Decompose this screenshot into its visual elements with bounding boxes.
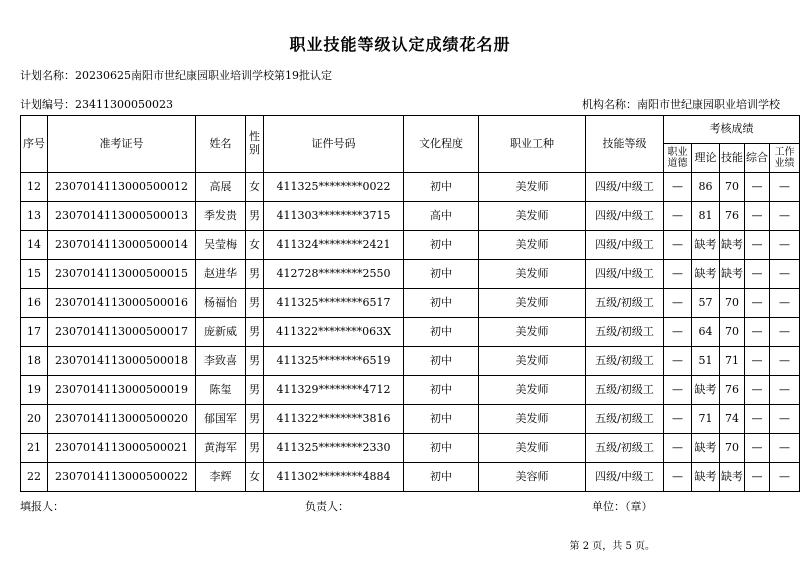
table-row	[21, 231, 800, 260]
cell-work: —	[770, 289, 800, 318]
cell-skill: 缺考	[720, 463, 745, 492]
cell-seq: 21	[21, 434, 48, 463]
header-ethics: 职业道德	[664, 144, 692, 173]
cell-seq: 15	[21, 260, 48, 289]
cell-level: 四级/中级工	[586, 173, 664, 202]
cell-seq: 12	[21, 173, 48, 202]
cell-level: 五级/初级工	[586, 318, 664, 347]
cell-level: 四级/中级工	[586, 202, 664, 231]
cell-ethics: —	[664, 405, 692, 434]
cell-education: 初中	[404, 405, 479, 434]
cell-name: 陈玺	[196, 376, 246, 405]
cell-gender: 女	[246, 463, 264, 492]
cell-gender: 女	[246, 231, 264, 260]
header-gender: 性别	[246, 116, 264, 173]
cell-ethics: —	[664, 173, 692, 202]
cell-theory: 81	[692, 202, 720, 231]
cell-skill: 76	[720, 376, 745, 405]
cell-theory: 57	[692, 289, 720, 318]
cell-education: 初中	[404, 347, 479, 376]
cell-overall: —	[745, 260, 770, 289]
cell-ethics: —	[664, 318, 692, 347]
header-overall: 综合	[745, 144, 770, 173]
cell-ethics: —	[664, 463, 692, 492]
header-education: 文化程度	[404, 116, 479, 173]
cell-overall: —	[745, 231, 770, 260]
cell-education: 初中	[404, 434, 479, 463]
cell-id-no: 411322********3816	[264, 405, 404, 434]
cell-job: 美发师	[479, 347, 586, 376]
table-row	[21, 434, 800, 463]
header-level: 技能等级	[586, 116, 664, 173]
table-row	[21, 260, 800, 289]
cell-level: 四级/中级工	[586, 260, 664, 289]
cell-skill: 70	[720, 289, 745, 318]
cell-theory: 86	[692, 173, 720, 202]
header-skill: 技能	[720, 144, 745, 173]
cell-id-no: 411325********0022	[264, 173, 404, 202]
cell-seq: 20	[21, 405, 48, 434]
cell-seq: 14	[21, 231, 48, 260]
cell-exam-no: 2307014113000500015	[48, 260, 196, 289]
cell-exam-no: 2307014113000500014	[48, 231, 196, 260]
cell-seq: 17	[21, 318, 48, 347]
cell-job: 美发师	[479, 173, 586, 202]
page-title: 职业技能等级认定成绩花名册	[289, 35, 511, 54]
cell-education: 初中	[404, 260, 479, 289]
cell-education: 高中	[404, 202, 479, 231]
cell-theory: 缺考	[692, 376, 720, 405]
cell-job: 美发师	[479, 202, 586, 231]
cell-work: —	[770, 434, 800, 463]
cell-overall: —	[745, 289, 770, 318]
cell-ethics: —	[664, 260, 692, 289]
cell-ethics: —	[664, 202, 692, 231]
cell-skill: 76	[720, 202, 745, 231]
table-row	[21, 202, 800, 231]
cell-gender: 男	[246, 434, 264, 463]
cell-name: 赵进华	[196, 260, 246, 289]
cell-id-no: 411325********2330	[264, 434, 404, 463]
cell-skill: 71	[720, 347, 745, 376]
cell-theory: 缺考	[692, 463, 720, 492]
cell-seq: 19	[21, 376, 48, 405]
cell-ethics: —	[664, 376, 692, 405]
cell-id-no: 411322********063X	[264, 318, 404, 347]
cell-work: —	[770, 260, 800, 289]
cell-level: 五级/初级工	[586, 434, 664, 463]
unit-label: 单位：（章）	[592, 500, 653, 513]
score-roster-table	[20, 115, 800, 492]
cell-overall: —	[745, 318, 770, 347]
cell-ethics: —	[664, 434, 692, 463]
cell-work: —	[770, 405, 800, 434]
cell-job: 美发师	[479, 231, 586, 260]
header-id-no: 证件号码	[264, 116, 404, 173]
cell-exam-no: 2307014113000500020	[48, 405, 196, 434]
plan-name: 计划名称：20230625南阳市世纪康园职业培训学校第19批认定	[20, 69, 332, 82]
cell-overall: —	[745, 202, 770, 231]
cell-level: 四级/中级工	[586, 231, 664, 260]
cell-work: —	[770, 202, 800, 231]
cell-ethics: —	[664, 347, 692, 376]
cell-gender: 男	[246, 376, 264, 405]
cell-exam-no: 2307014113000500022	[48, 463, 196, 492]
cell-level: 五级/初级工	[586, 376, 664, 405]
cell-overall: —	[745, 347, 770, 376]
cell-level: 五级/初级工	[586, 405, 664, 434]
header-scores: 考核成绩	[664, 116, 800, 144]
cell-skill: 70	[720, 173, 745, 202]
header-work: 工作业绩	[770, 144, 800, 173]
cell-gender: 男	[246, 318, 264, 347]
cell-gender: 男	[246, 289, 264, 318]
header-seq: 序号	[21, 116, 48, 173]
cell-level: 五级/初级工	[586, 347, 664, 376]
cell-skill: 70	[720, 318, 745, 347]
cell-education: 初中	[404, 463, 479, 492]
header-job: 职业工种	[479, 116, 586, 173]
cell-name: 黄海军	[196, 434, 246, 463]
plan-number: 计划编号：23411300050023	[20, 98, 173, 111]
table-row	[21, 347, 800, 376]
cell-education: 初中	[404, 173, 479, 202]
cell-id-no: 411325********6517	[264, 289, 404, 318]
cell-exam-no: 2307014113000500019	[48, 376, 196, 405]
cell-exam-no: 2307014113000500012	[48, 173, 196, 202]
cell-skill: 70	[720, 434, 745, 463]
cell-skill: 74	[720, 405, 745, 434]
cell-work: —	[770, 173, 800, 202]
cell-theory: 71	[692, 405, 720, 434]
cell-overall: —	[745, 405, 770, 434]
header-name: 姓名	[196, 116, 246, 173]
cell-education: 初中	[404, 376, 479, 405]
cell-gender: 男	[246, 347, 264, 376]
cell-theory: 缺考	[692, 434, 720, 463]
cell-exam-no: 2307014113000500021	[48, 434, 196, 463]
cell-job: 美发师	[479, 405, 586, 434]
filler-label: 填报人：	[20, 500, 64, 513]
cell-overall: —	[745, 434, 770, 463]
cell-theory: 缺考	[692, 231, 720, 260]
cell-name: 吴莹梅	[196, 231, 246, 260]
cell-overall: —	[745, 173, 770, 202]
cell-seq: 16	[21, 289, 48, 318]
cell-name: 庞新威	[196, 318, 246, 347]
cell-ethics: —	[664, 231, 692, 260]
cell-skill: 缺考	[720, 260, 745, 289]
cell-gender: 女	[246, 173, 264, 202]
cell-level: 五级/初级工	[586, 289, 664, 318]
cell-job: 美发师	[479, 376, 586, 405]
cell-education: 初中	[404, 231, 479, 260]
page-info: 第 2 页，共 5 页。	[569, 541, 655, 552]
cell-overall: —	[745, 376, 770, 405]
cell-ethics: —	[664, 289, 692, 318]
cell-education: 初中	[404, 318, 479, 347]
cell-skill: 缺考	[720, 231, 745, 260]
responsible-label: 负责人：	[305, 500, 349, 513]
header-theory: 理论	[692, 144, 720, 173]
cell-job: 美发师	[479, 318, 586, 347]
cell-name: 季发贵	[196, 202, 246, 231]
table-row	[21, 405, 800, 434]
cell-exam-no: 2307014113000500013	[48, 202, 196, 231]
cell-id-no: 411325********6519	[264, 347, 404, 376]
cell-education: 初中	[404, 289, 479, 318]
cell-gender: 男	[246, 260, 264, 289]
organization-name: 机构名称：南阳市世纪康园职业培训学校	[582, 98, 780, 111]
cell-gender: 男	[246, 405, 264, 434]
cell-id-no: 411302********4884	[264, 463, 404, 492]
cell-seq: 18	[21, 347, 48, 376]
cell-name: 李辉	[196, 463, 246, 492]
cell-gender: 男	[246, 202, 264, 231]
cell-exam-no: 2307014113000500016	[48, 289, 196, 318]
cell-id-no: 411324********2421	[264, 231, 404, 260]
cell-overall: —	[745, 463, 770, 492]
cell-name: 杨福怡	[196, 289, 246, 318]
header-exam-no: 准考证号	[48, 116, 196, 173]
table-row	[21, 289, 800, 318]
cell-job: 美发师	[479, 289, 586, 318]
cell-job: 美发师	[479, 434, 586, 463]
cell-theory: 缺考	[692, 260, 720, 289]
cell-work: —	[770, 318, 800, 347]
cell-work: —	[770, 347, 800, 376]
table-row	[21, 318, 800, 347]
cell-theory: 51	[692, 347, 720, 376]
cell-name: 高展	[196, 173, 246, 202]
cell-seq: 22	[21, 463, 48, 492]
cell-job: 美容师	[479, 463, 586, 492]
cell-job: 美发师	[479, 260, 586, 289]
cell-name: 郁国军	[196, 405, 246, 434]
cell-work: —	[770, 376, 800, 405]
cell-theory: 64	[692, 318, 720, 347]
cell-name: 李致喜	[196, 347, 246, 376]
cell-id-no: 411329********4712	[264, 376, 404, 405]
cell-work: —	[770, 463, 800, 492]
cell-seq: 13	[21, 202, 48, 231]
cell-id-no: 412728********2550	[264, 260, 404, 289]
table-row	[21, 463, 800, 492]
table-row	[21, 376, 800, 405]
cell-exam-no: 2307014113000500017	[48, 318, 196, 347]
table-row	[21, 173, 800, 202]
cell-level: 四级/中级工	[586, 463, 664, 492]
cell-id-no: 411303********3715	[264, 202, 404, 231]
cell-exam-no: 2307014113000500018	[48, 347, 196, 376]
cell-work: —	[770, 231, 800, 260]
